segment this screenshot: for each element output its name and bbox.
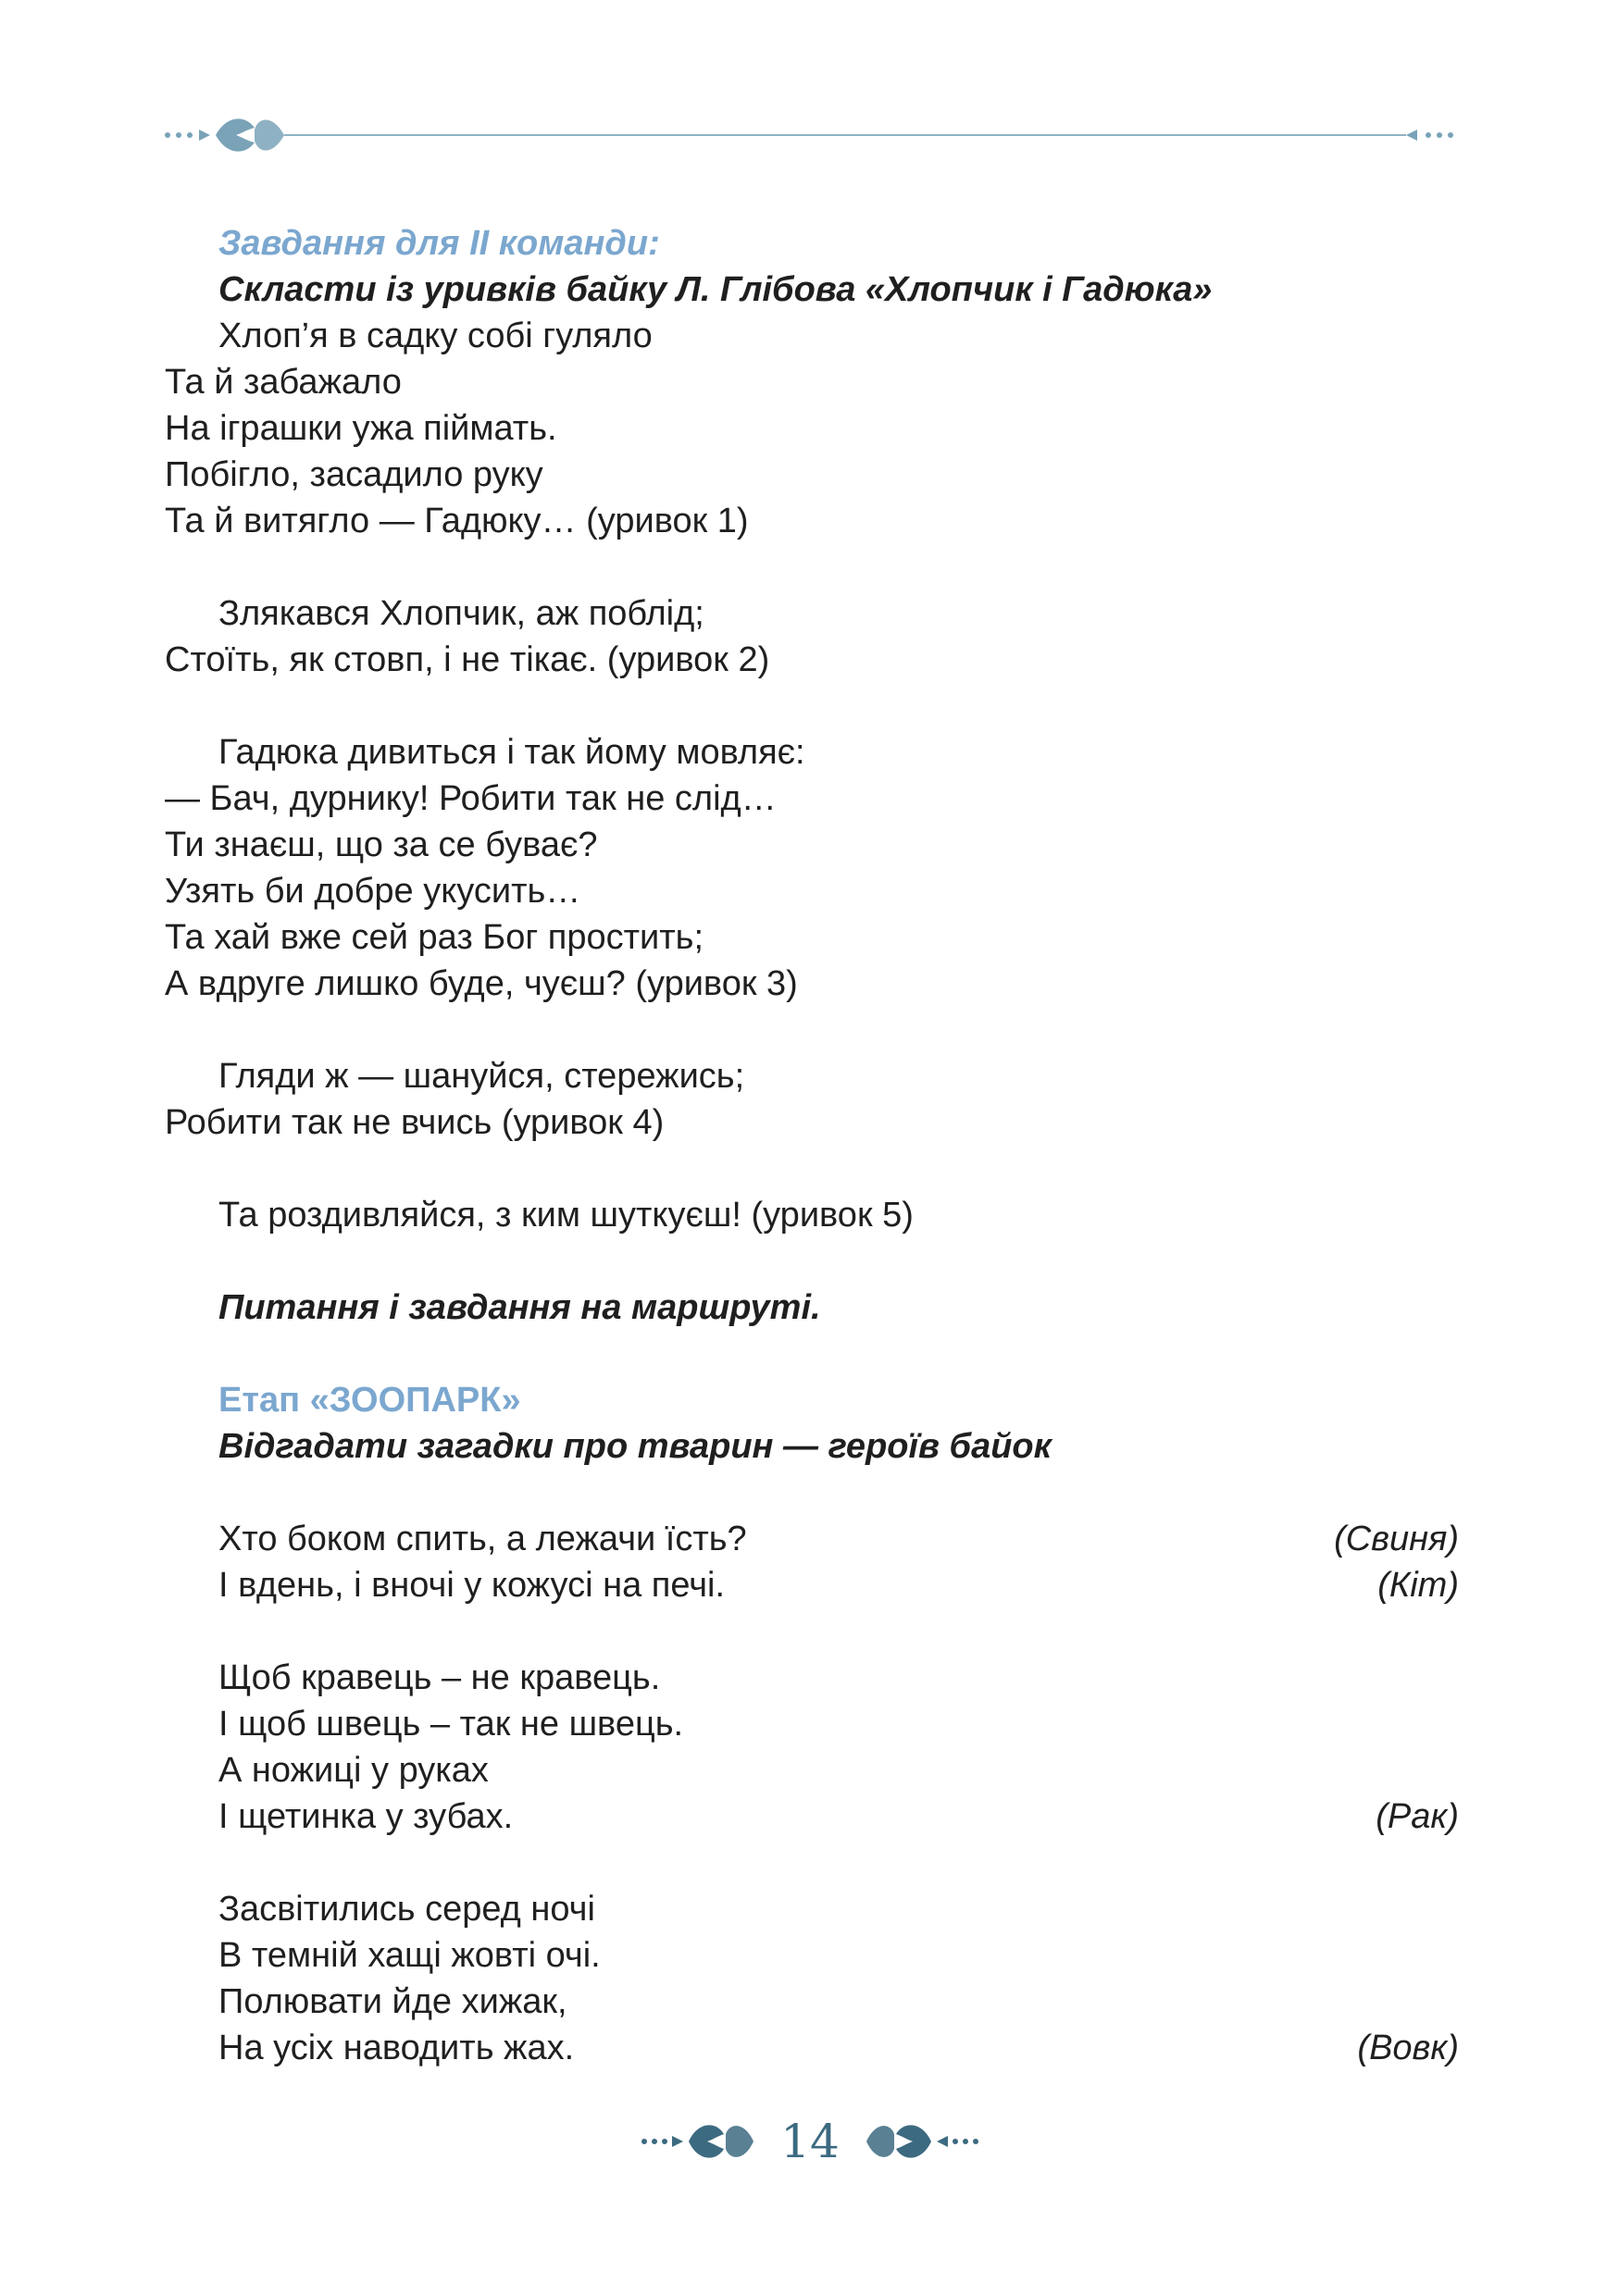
- zoo-stage-heading: Етап «ЗООПАРК»: [218, 1381, 521, 1420]
- riddle-line: [165, 1562, 1459, 1608]
- riddle-text: Хто боком спить, а лежачи їсть?: [218, 1520, 747, 1558]
- zoo-instruction: Відгадати загадки про тварин — героїв байок: [218, 1427, 1052, 1466]
- poem-line: Та й витягло — Гадюку… (уривок 1): [165, 502, 749, 540]
- poem-line: Гляди ж — шануйся, стережись;: [218, 1057, 745, 1096]
- poem-line: На іграшки ужа піймать.: [165, 409, 557, 448]
- poem-line: Побігло, засадило руку: [165, 455, 543, 494]
- riddle-text: На усіх наводить жах.: [218, 2029, 575, 2067]
- riddle-answer: (Свиня): [1334, 1520, 1459, 1558]
- riddle-text: І щоб швець – так не швець.: [218, 1705, 684, 1744]
- route-questions-heading: Питання і завдання на маршруті.: [218, 1288, 821, 1327]
- poem-line: — Бач, дурнику! Робити так не слід…: [165, 779, 777, 818]
- riddle-answer: (Вовк): [1357, 2029, 1459, 2067]
- poem-line: Узять би добре укусить…: [165, 872, 581, 911]
- riddle-text: Засвітились серед ночі: [218, 1890, 595, 1929]
- poem-line: Ти знаєш, що за се буває?: [165, 825, 598, 864]
- poem-line: Гадюка дивиться і так йому мовляє:: [218, 733, 805, 772]
- poem-line: Робити так не вчись (уривок 4): [165, 1103, 665, 1142]
- riddle-line: [165, 1793, 1459, 1840]
- footer-ornament: [639, 2112, 981, 2171]
- riddle-line: [165, 1516, 1459, 1562]
- riddle-text: Щоб кравець – не кравець.: [218, 1658, 661, 1697]
- poem-line: Злякався Хлопчик, аж поблід;: [218, 594, 704, 633]
- riddle-text: Полювати йде хижак,: [218, 1982, 567, 2021]
- riddle-text: І щетинка у зубах.: [218, 1797, 514, 1836]
- task2-instruction: Скласти із уривків байку Л. Глібова «Хлопчик і Гадюка»: [218, 270, 1213, 309]
- poem-line: А вдруге лишко буде, чуєш? (уривок 3): [165, 964, 798, 1003]
- header-ornament: [162, 109, 1458, 161]
- poem-line: Та роздивляйся, з ким шуткуєш! (уривок 5): [218, 1196, 914, 1235]
- poem-line: Стоїть, як стовп, і не тікає. (уривок 2): [165, 640, 770, 679]
- riddle-text: А ножиці у руках: [218, 1751, 489, 1790]
- riddle-text: В темній хащі жовті очі.: [218, 1936, 601, 1975]
- riddle-answer: (Кіт): [1377, 1566, 1459, 1605]
- poem-line: Та й забажало: [165, 363, 402, 402]
- riddle-text: І вдень, і вночі у кожусі на печі.: [218, 1566, 726, 1605]
- page-content: [165, 220, 1459, 2071]
- poem-line: Та хай вже сей раз Бог простить;: [165, 918, 704, 957]
- page-number: 14: [780, 2115, 840, 2168]
- task2-heading: Завдання для ІІ команди:: [218, 224, 660, 263]
- riddle-answer: (Рак): [1376, 1797, 1459, 1836]
- riddle-line: [165, 2025, 1459, 2071]
- poem-line: Хлоп’я в садку собі гуляло: [218, 316, 653, 355]
